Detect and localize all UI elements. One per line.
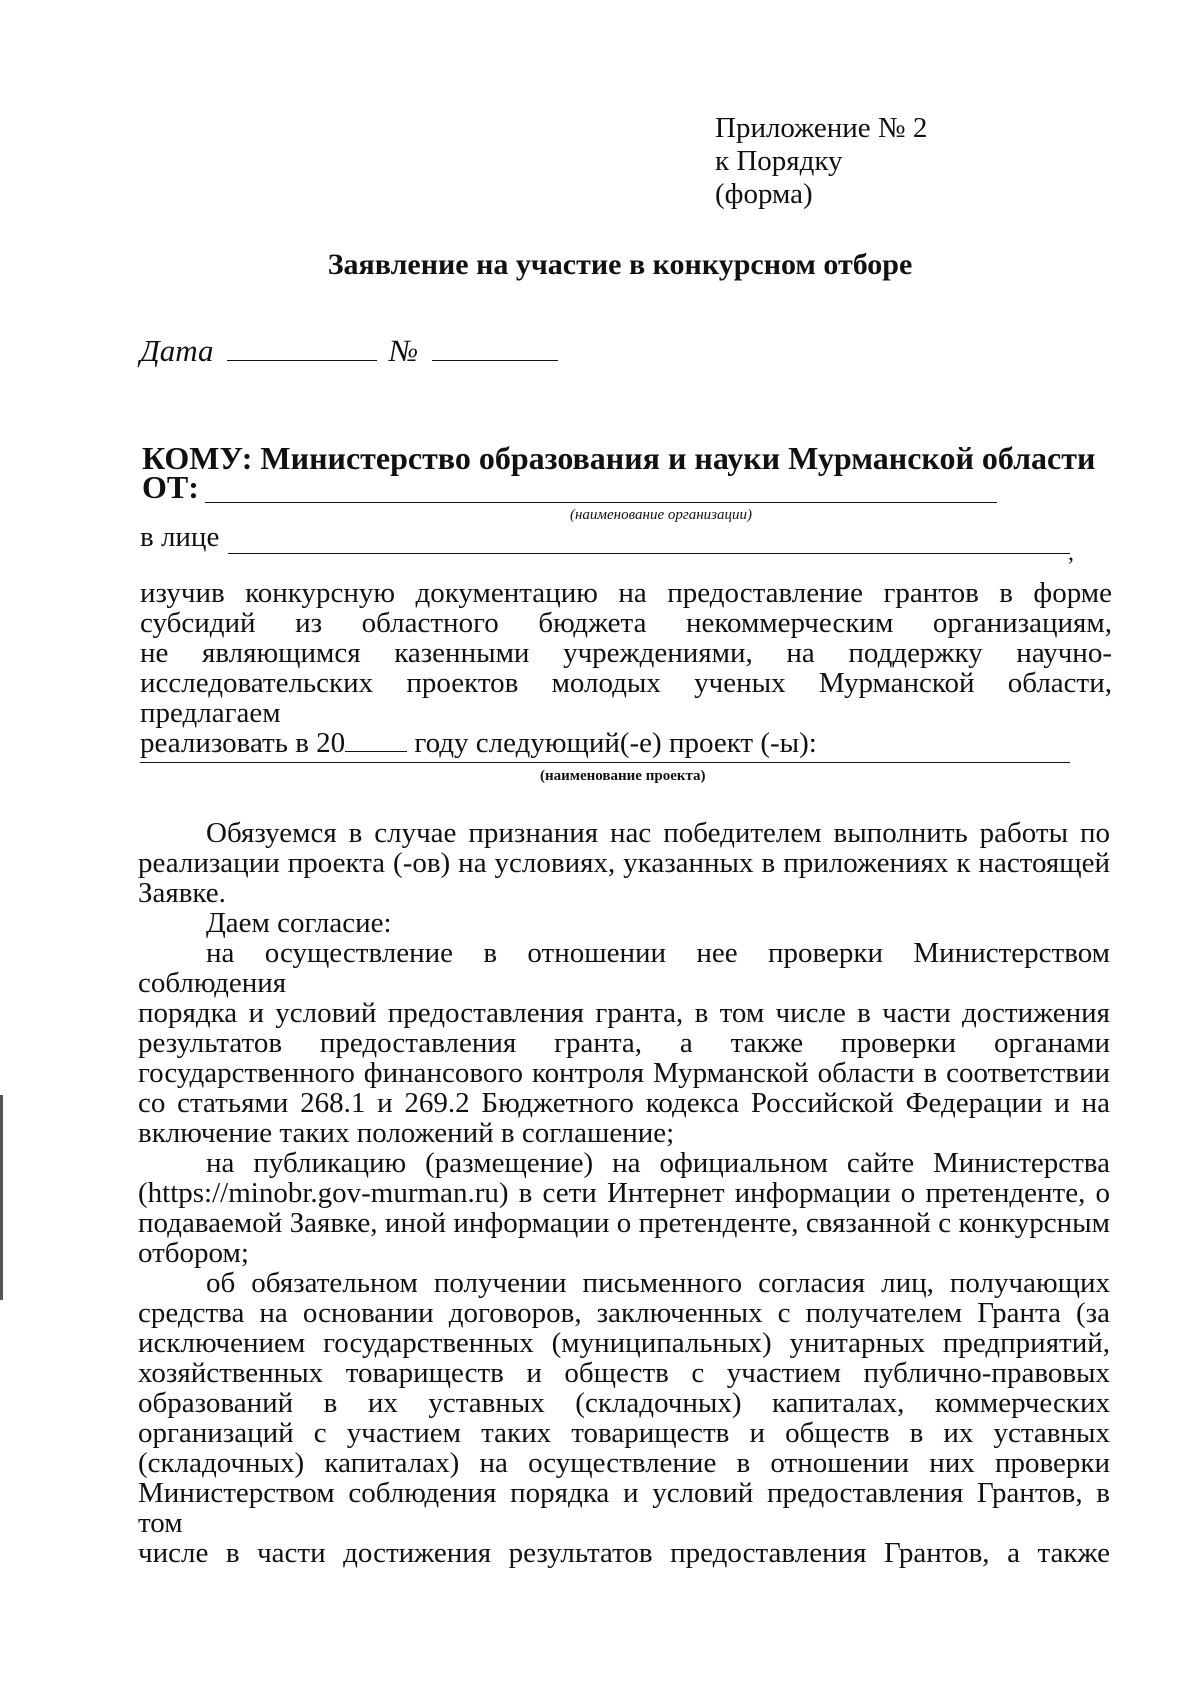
appendix-number: Приложение № 2 [715,112,928,144]
text-line: исключением государственных (муниципальных) унитарных предприятий, [138,1327,1110,1359]
intro-paragraph [140,578,1112,758]
text-line: средства на основании договоров, заключенных с получателем Гранта (за [138,1297,1110,1329]
text-line: включение таких положений в соглашение; [138,1117,675,1149]
intro-year-line [140,728,1112,758]
text-line: Заявке. [138,877,226,909]
text-line: (https://minobr.gov-murman.ru) в сети Интернет информации о претенденте, о [138,1177,1110,1209]
person-name-blank [228,553,1070,554]
appendix-form-label: (форма) [715,178,813,210]
text-line: на осуществление в отношении нее проверки Министерством соблюдения [138,937,1110,999]
from-label: ОТ: [142,469,199,505]
project-name-caption: (наименование проекта) [540,768,706,784]
text-line: Министерством соблюдения порядка и условий предоставления Грантов, в том [138,1477,1110,1539]
text-line: результатов предоставления гранта, а также проверки органами [138,1027,1110,1059]
date-number-row [140,333,558,369]
intro-line: исследовательских проектов молодых ученых Мурманской области, предлагаем [140,667,1112,729]
text-line: со статьями 268.1 и 269.2 Бюджетного кодекса Российской Федерации и на [138,1087,1110,1119]
scan-edge-mark [0,1095,3,1300]
document-title: Заявление на участие в конкурсном отборе [327,248,913,281]
paragraph-obligation [138,818,1110,908]
paragraph-consent-inspection [138,938,1110,1148]
text-line: числе в части достижения результатов предоставления Грантов, а также [138,1537,1110,1569]
number-label: № [389,333,419,368]
person-line-end: , [1068,540,1074,566]
addressee-to: КОМУ: Министерство образования и науки Мурманской области [142,440,1096,476]
text-line: Даем согласие: [206,907,392,939]
org-name-blank [205,502,997,503]
intro-year-suffix: году следующий(-е) проект (-ы): [407,727,817,759]
text-line: реализации проекта (-ов) на условиях, указанных в приложениях к настоящей [138,847,1110,879]
appendix-header [715,112,927,211]
text-line: государственного финансового контроля Мурманской области в соответствии [138,1057,1110,1089]
intro-line: субсидий из областного бюджета некоммерческим организациям, [140,607,1112,639]
year-blank [345,729,407,752]
intro-line: не являющимся казенными учреждениями, на поддержку научно- [140,637,1112,669]
number-blank [432,336,558,361]
text-line: образований в их уставных (складочных) капиталах, коммерческих [138,1387,1110,1419]
text-line: хозяйственных товариществ и обществ с участием публично-правовых [138,1357,1110,1389]
project-name-blank [140,762,1070,763]
person-label: в лице [140,521,220,553]
text-line: на публикацию (размещение) на официальном сайте Министерства [206,1147,1110,1179]
date-label: Дата [140,333,214,368]
text-line: отбором; [138,1237,249,1269]
text-line: об обязательном получении письменного согласия лиц, получающих [206,1267,1110,1299]
text-line: подаваемой Заявке, иной информации о претенденте, связанной с конкурсным [138,1207,1110,1239]
body-text [138,818,1110,1568]
text-line: Обязуемся в случае признания нас победителем выполнить работы по [206,817,1110,849]
paragraph-consent-heading [138,908,1110,938]
text-line: организаций с участием таких товариществ и обществ в их уставных [138,1417,1110,1449]
text-line: (складочных) капиталах) на осуществление в отношении них проверки [138,1447,1110,1479]
text-line: порядка и условий предоставления гранта, в том числе в части достижения [138,997,1110,1029]
paragraph-consent-written [138,1268,1110,1568]
intro-line: изучив конкурсную документацию на предоставление грантов в форме [140,577,1112,609]
date-blank [227,336,377,361]
paragraph-consent-publication [138,1148,1110,1268]
intro-year-prefix: реализовать в 20 [140,727,346,759]
appendix-order-ref: к Порядку [715,145,843,177]
org-name-caption: (наименование организации) [570,507,753,523]
